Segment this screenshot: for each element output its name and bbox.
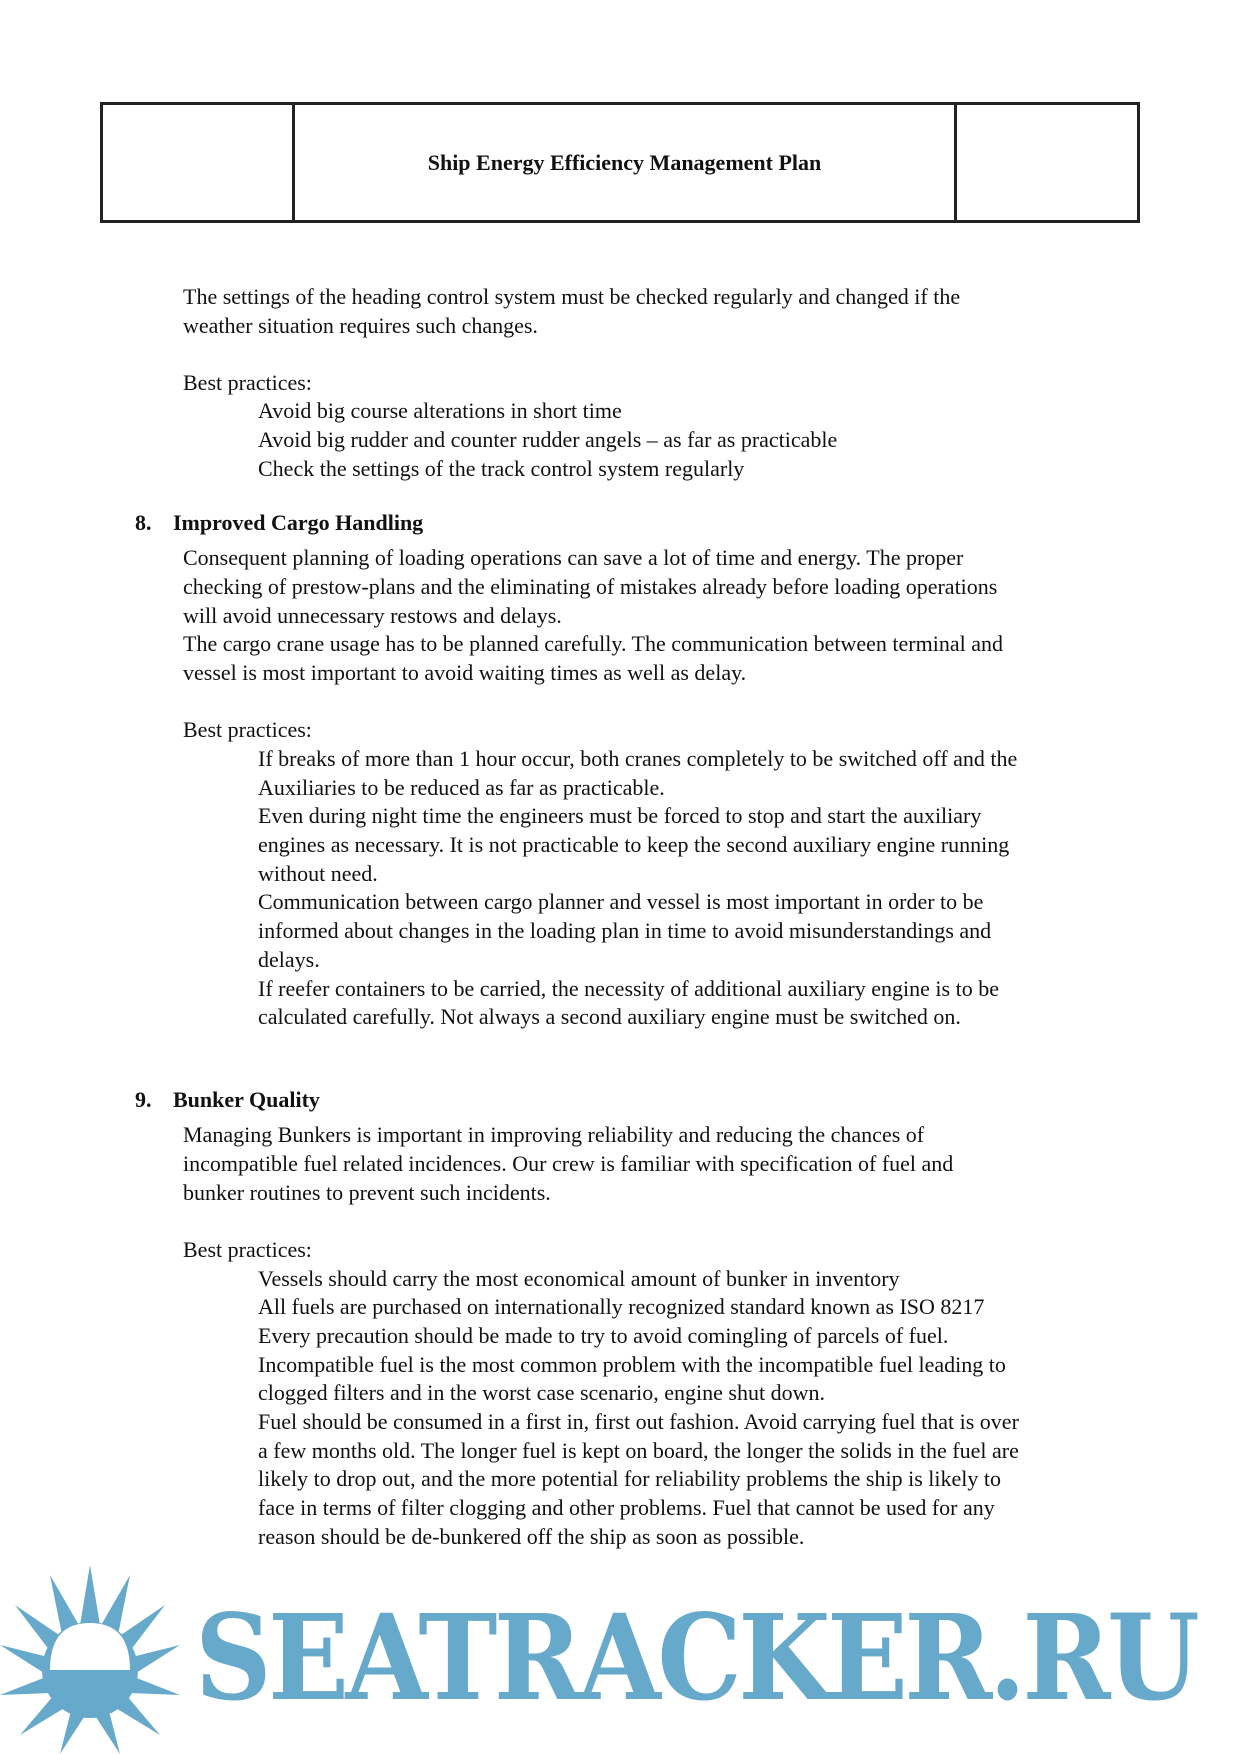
watermark [0, 1565, 1239, 1754]
watermark-text: SEATRACKER.RU [195, 1588, 1196, 1727]
best-practice-item: Avoid big course alterations in short time [258, 398, 622, 423]
best-practice-item: reason should be de-bunkered off the ship as soon as possible. [258, 1524, 805, 1549]
best-practice-item: calculated carefully. Not always a second auxiliary engine must be switched on. [258, 1004, 961, 1029]
paragraph-line: vessel is most important to avoid waiting times as well as delay. [183, 660, 747, 685]
best-practice-item: All fuels are purchased on internationally recognized standard known as ISO 8217 [258, 1294, 985, 1319]
sun-icon [0, 1565, 190, 1754]
best-practice-item: face in terms of filter clogging and other problems. Fuel that cannot be used for any [258, 1495, 995, 1520]
best-practice-item: Vessels should carry the most economical amount of bunker in inventory [258, 1266, 900, 1291]
section-heading-8 [135, 508, 423, 537]
section-number: 8. [135, 510, 152, 535]
paragraph-line: Managing Bunkers is important in improving reliability and reducing the chances of [183, 1122, 925, 1147]
best-practice-item: Communication between cargo planner and vessel is most important in order to be [258, 889, 984, 914]
best-practices-label: Best practices: [183, 717, 312, 742]
paragraph-line: The cargo crane usage has to be planned carefully. The communication between terminal and [183, 631, 1003, 656]
best-practice-item: delays. [258, 947, 320, 972]
section-number: 9. [135, 1087, 152, 1112]
best-practice-item: If breaks of more than 1 hour occur, both cranes completely to be switched off and the [258, 746, 1018, 771]
best-practice-item: Check the settings of the track control system regularly [258, 456, 745, 481]
best-practice-item: informed about changes in the loading plan in time to avoid misunderstandings and [258, 918, 992, 943]
header-title-cell [295, 105, 957, 220]
best-practice-item: Even during night time the engineers must be forced to stop and start the auxiliary [258, 803, 982, 828]
best-practice-item: Auxiliaries to be reduced as far as practicable. [258, 775, 665, 800]
paragraph-line: Consequent planning of loading operations can save a lot of time and energy. The proper [183, 545, 964, 570]
header-page-cell [957, 105, 1137, 220]
document-header-table [100, 102, 1140, 223]
document-title: Ship Energy Efficiency Management Plan [427, 149, 822, 175]
best-practice-item: engines as necessary. It is not practicable to keep the second auxiliary engine running [258, 832, 1010, 857]
paragraph-line: bunker routines to prevent such incidents. [183, 1180, 551, 1205]
header-logo-cell [103, 105, 295, 220]
paragraph-line: weather situation requires such changes. [183, 313, 538, 338]
best-practice-item: Incompatible fuel is the most common problem with the incompatible fuel leading to [258, 1352, 1006, 1377]
paragraph-line: incompatible fuel related incidences. Our crew is familiar with specification of fuel and [183, 1151, 954, 1176]
paragraph-line: will avoid unnecessary restows and delays. [183, 603, 562, 628]
best-practice-item: Every precaution should be made to try to avoid comingling of parcels of fuel. [258, 1323, 949, 1348]
paragraph-line: checking of prestow-plans and the eliminating of mistakes already before loading operations [183, 574, 998, 599]
best-practice-item: a few months old. The longer fuel is kept on board, the longer the solids in the fuel are [258, 1438, 1019, 1463]
best-practices-label: Best practices: [183, 370, 312, 395]
best-practice-item: likely to drop out, and the more potential for reliability problems the ship is likely to [258, 1466, 1001, 1491]
best-practice-item: Fuel should be consumed in a first in, first out fashion. Avoid carrying fuel that is over [258, 1409, 1019, 1434]
paragraph-line: The settings of the heading control system must be checked regularly and changed if the [183, 284, 961, 309]
best-practice-item: If reefer containers to be carried, the necessity of additional auxiliary engine is to be [258, 976, 999, 1001]
best-practices-label: Best practices: [183, 1237, 312, 1262]
best-practice-item: without need. [258, 861, 378, 886]
section-heading-9 [135, 1085, 320, 1114]
best-practice-item: Avoid big rudder and counter rudder angels – as far as practicable [258, 427, 838, 452]
section-title: Bunker Quality [173, 1087, 320, 1112]
best-practice-item: clogged filters and in the worst case scenario, engine shut down. [258, 1380, 825, 1405]
section-title: Improved Cargo Handling [173, 510, 424, 535]
